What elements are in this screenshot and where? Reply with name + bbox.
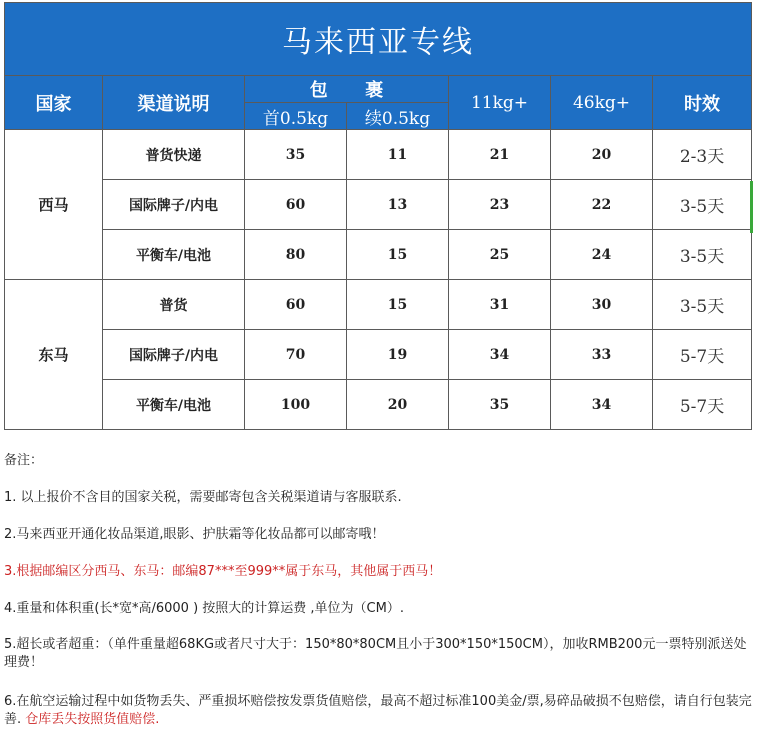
note-6-warehouse: 仓库丢失按照货值赔偿. (25, 712, 160, 727)
time-cell: 3-5天 (653, 280, 752, 330)
notes-heading: 备注： (4, 453, 44, 468)
price-46kg-cell: 30 (551, 280, 653, 330)
channel-cell: 平衡车/电池 (103, 380, 245, 430)
time-cell: 3-5天 (653, 180, 752, 230)
price-46kg-cell: 34 (551, 380, 653, 430)
continued-weight-cell: 15 (347, 280, 449, 330)
header-continued-weight: 续0.5kg (347, 103, 449, 130)
first-weight-cell: 80 (245, 230, 347, 280)
rate-table (4, 2, 752, 430)
note-3: 3.根据邮编区分西马、东马：邮编87***至999**属于东马，其他属于西马！ (4, 564, 442, 579)
channel-cell: 国际牌子/内电 (103, 180, 245, 230)
price-11kg-cell: 23 (449, 180, 551, 230)
channel-cell: 平衡车/电池 (103, 230, 245, 280)
channel-cell: 普货快递 (103, 130, 245, 180)
price-11kg-cell: 31 (449, 280, 551, 330)
note-4: 4.重量和体积重(长*宽*高/6000 ) 按照大的计算运费 ,单位为（CM）. (4, 601, 404, 616)
note-6 (4, 693, 752, 729)
header-parcel: 包 裹 (245, 76, 449, 103)
header-time: 时效 (653, 76, 752, 130)
first-weight-cell: 100 (245, 380, 347, 430)
price-11kg-cell: 34 (449, 330, 551, 380)
channel-cell: 国际牌子/内电 (103, 330, 245, 380)
country-east-malaysia: 东马 (5, 280, 103, 430)
first-weight-cell: 60 (245, 280, 347, 330)
continued-weight-cell: 19 (347, 330, 449, 380)
first-weight-cell: 70 (245, 330, 347, 380)
header-first-weight: 首0.5kg (245, 103, 347, 130)
price-46kg-cell: 22 (551, 180, 653, 230)
first-weight-cell: 35 (245, 130, 347, 180)
table-row (5, 380, 752, 430)
continued-weight-cell: 20 (347, 380, 449, 430)
notes-section (4, 452, 756, 727)
table-row (5, 230, 752, 280)
header-11kg: 11kg+ (449, 76, 551, 130)
time-cell: 5-7天 (653, 380, 752, 430)
price-11kg-cell: 25 (449, 230, 551, 280)
note-5: 5.超长或者超重：（单件重量超68KG或者尺寸大于：150*80*80CM且小于300*150*150CM），加收RMB200元一票特别派送处理费！ (4, 637, 747, 670)
price-46kg-cell: 20 (551, 130, 653, 180)
continued-weight-cell: 15 (347, 230, 449, 280)
continued-weight-cell: 13 (347, 180, 449, 230)
channel-cell: 普货 (103, 280, 245, 330)
first-weight-cell: 60 (245, 180, 347, 230)
price-11kg-cell: 21 (449, 130, 551, 180)
price-46kg-cell: 24 (551, 230, 653, 280)
price-11kg-cell: 35 (449, 380, 551, 430)
table-title: 马来西亚专线 (5, 3, 752, 76)
table-row (5, 180, 752, 230)
cell-selection-marker (750, 181, 753, 233)
time-cell: 5-7天 (653, 330, 752, 380)
time-cell: 2-3天 (653, 130, 752, 180)
header-46kg: 46kg+ (551, 76, 653, 130)
continued-weight-cell: 11 (347, 130, 449, 180)
price-46kg-cell: 33 (551, 330, 653, 380)
note-2: 2.马来西亚开通化妆品渠道,眼影、护肤霜等化妆品都可以邮寄哦！ (4, 527, 385, 542)
note-1: 1. 以上报价不含目的国家关税，需要邮寄包含关税渠道请与客服联系. (4, 490, 402, 505)
note-6-main: 6.在航空运输过程中如货物丢失、严重损坏赔偿按发票货值赔偿，最高不超过标准100美金/票,易碎品破损不包赔偿，请自行包装完善. (4, 694, 752, 727)
table-row (5, 330, 752, 380)
country-west-malaysia: 西马 (5, 130, 103, 280)
header-channel: 渠道说明 (103, 76, 245, 130)
table-row (5, 280, 752, 330)
table-row (5, 130, 752, 180)
time-cell: 3-5天 (653, 230, 752, 280)
header-country: 国家 (5, 76, 103, 130)
